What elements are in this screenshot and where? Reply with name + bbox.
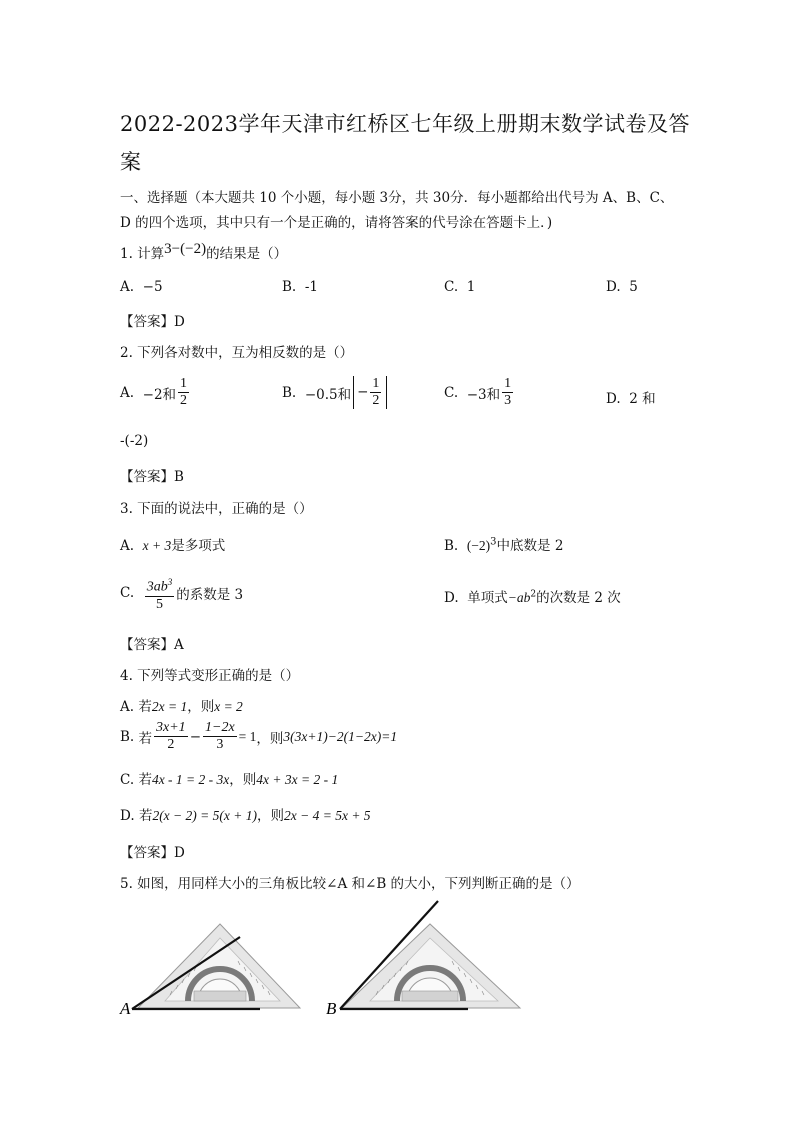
q4-option-a: A. 若2x = 1，则x = 2 (120, 699, 243, 715)
angle-comparison-figure (110, 895, 550, 1025)
angle-b-label: B (326, 999, 337, 1018)
q1-answer: 【答案】D (120, 314, 185, 330)
question-2-stem: 2. 下列各对数中，互为相反数的是（） (120, 345, 354, 361)
absolute-value: − $\frac{1}{2}$ (353, 376, 387, 409)
q2-option-d: D. 2 和 (606, 391, 656, 407)
q3-option-d: D. 单项式$-ab^2$的次数是 2 次 (444, 589, 621, 606)
q2-answer: 【答案】B (120, 469, 184, 485)
fraction: $\frac{3ab^3}{5}$ (145, 574, 175, 613)
q1-option-a: A. −5 (120, 279, 163, 295)
q3-answer: 【答案】A (120, 637, 184, 653)
question-1-stem (120, 242, 287, 263)
question-4-stem: 4. 下列等式变形正确的是（） (120, 668, 300, 684)
question-1-prefix: 1. 计算 (120, 246, 165, 262)
fraction: $\frac{1}{2}$ (180, 376, 188, 408)
question-5-stem: 5. 如图，用同样大小的三角板比较∠A 和∠B 的大小，下列判断正确的是（） (120, 876, 580, 892)
q4-option-b: B. 若 $\frac{3x+1}{2}$ − $\frac{1-2x}{3}$ = 1 ，则 3(3x+1)−2(1−2x)=1 (120, 720, 398, 752)
q2-option-d-continued: -(-2) (120, 433, 149, 449)
section-instructions-line1: 一、选择题（本大题共 10 个小题，每小题 3分，共 30分．每小题都给出代号为 A、B、C、 (120, 190, 674, 206)
question-1-suffix: 的结果是（） (206, 246, 288, 262)
q2-option-c: C. −3和 $\frac{1}{3}$ (444, 376, 512, 408)
q2-option-b: B. −0.5和 − $\frac{1}{2}$ (282, 376, 389, 409)
set-square-left (119, 924, 300, 1018)
page-title: 2022-2023学年天津市红桥区七年级上册期末数学试卷及答 (120, 112, 690, 136)
question-3-stem: 3. 下面的说法中，正确的是（） (120, 501, 313, 517)
q4-answer: 【答案】D (120, 845, 185, 861)
q3-option-c: C. $\frac{3ab^3}{5}$ 的系数是 3 (120, 574, 243, 613)
q4-option-c: C. 若4x - 1 = 2 - 3x，则4x + 3x = 2 - 1 (120, 772, 339, 788)
fraction: $\frac{1}{3}$ (504, 376, 512, 408)
page-title-continued: 案 (120, 150, 142, 174)
q1-option-d: D. 5 (606, 279, 638, 295)
q3-option-a: A. x + 3是多项式 (120, 538, 226, 554)
q2-option-a: A. −2和 $\frac{1}{2}$ (120, 376, 188, 408)
section-instructions-line2: D 的四个选项，其中只有一个是正确的，请将答案的代号涂在答题卡上．) (120, 215, 553, 231)
q3-option-b: B. $(-2)^3$中底数是 2 (444, 536, 564, 554)
angle-a-label: A (120, 999, 131, 1018)
q1-option-c: C. 1 (444, 279, 476, 295)
q4-option-d: D. 若2(x − 2) = 5(x + 1)，则2x − 4 = 5x + 5 (120, 808, 371, 824)
set-square-right (326, 901, 520, 1018)
question-1-expression: 3−(−2) (164, 241, 207, 257)
q1-option-b: B. -1 (282, 279, 318, 295)
